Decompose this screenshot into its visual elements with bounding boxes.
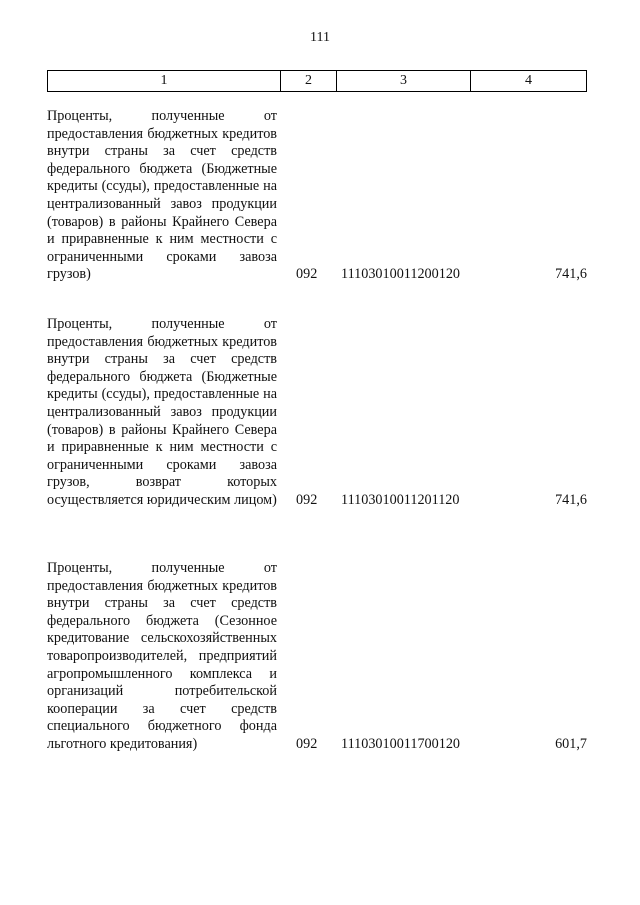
row-amount: 601,7 [555,735,587,752]
row-description: Проценты, полученные от предоставления бюджетных кредитов внутри страны за счет средств федерального бюджета (Бюджетные кредиты (ссуды), предоставленные на централизованный завоз продукции (товаров) в районы Крайнего Севера и приравненные к ним местности с ограниченными сроками завоза грузов) [47,108,277,283]
header-col-4: 4 [525,73,532,88]
table-row [47,560,587,754]
table-header [47,70,587,92]
table-row [47,316,587,510]
header-col-3: 3 [337,71,471,91]
table-row [47,108,587,284]
row-amount: 741,6 [555,266,587,283]
row-admin-code: 092 [296,266,318,283]
row-admin-code: 092 [296,735,318,752]
header-col-1: 1 [48,71,281,91]
row-kbk-code: 11103010011700120 [341,735,461,752]
row-description: Проценты, полученные от предоставления бюджетных кредитов внутри страны за счет средств федерального бюджета (Сезонное кредитование сельскохозяйственных товаропроизводителей, предприятий агропромышленного комплекса и организаций потребительской кооперации за счет средств специального бюджетного фонда льготного кредитования) [47,560,277,752]
row-kbk-code: 11103010011201120 [341,491,460,508]
row-admin-code: 092 [296,491,318,508]
row-amount: 741,6 [555,491,587,508]
header-col-2: 2 [281,71,337,91]
page-number: 111 [310,30,330,45]
row-description: Проценты, полученные от предоставления бюджетных кредитов внутри страны за счет средств федерального бюджета (Бюджетные кредиты (ссуды), предоставленные на централизованный завоз продукции (товаров) в районы Крайнего Севера и приравненные к ним местности с ограниченными сроками завоза грузов, возврат которых осуществляется юридическим лицом) [47,316,277,508]
row-kbk-code: 11103010011200120 [341,266,461,283]
